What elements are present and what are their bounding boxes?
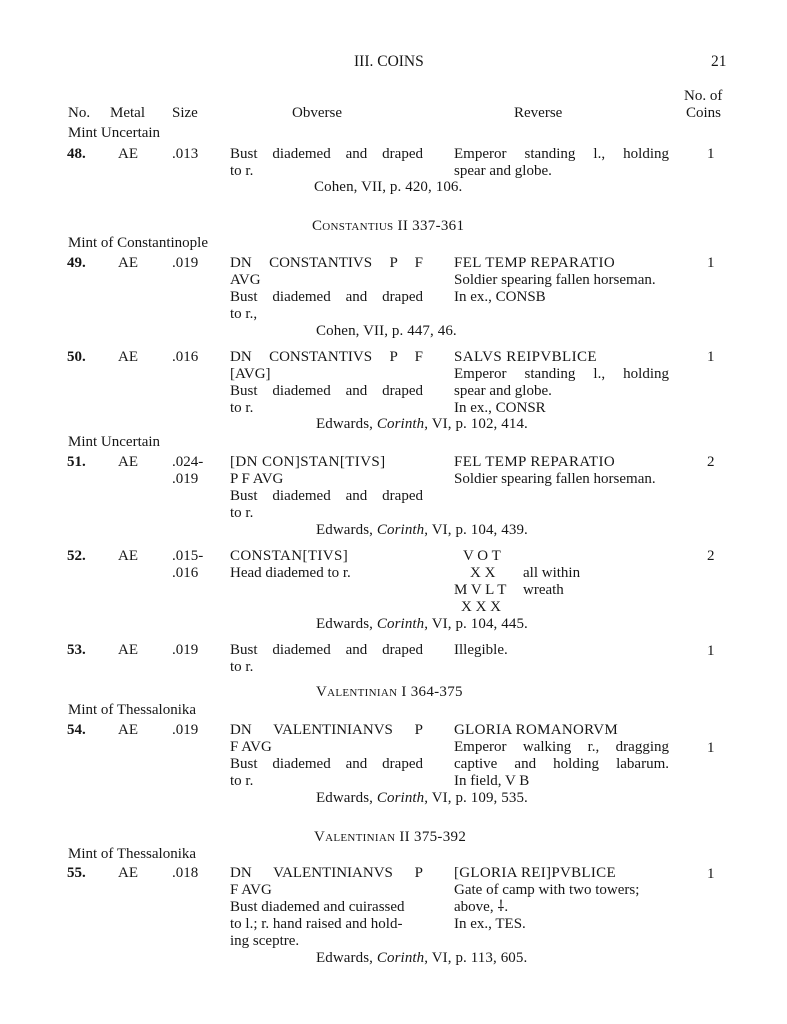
obverse-line: Bust diademed and draped: [230, 756, 423, 772]
reverse-line: captive and holding labarum.: [454, 756, 669, 772]
obverse-line: F AVG: [230, 882, 272, 898]
obverse-line: Bust diademed and draped: [230, 289, 423, 305]
reverse-wreath-line: M V L T: [454, 582, 507, 598]
entry-size: .024-: [172, 454, 204, 470]
reverse-wreath-line: X X X: [461, 599, 501, 615]
coin-count: 1: [707, 866, 715, 882]
entry-size: .019: [172, 642, 199, 658]
ref-author: Edwards,: [316, 522, 374, 538]
reference: Cohen, VII, p. 420, 106.: [314, 179, 463, 195]
col-header-size: Size: [172, 105, 198, 121]
reverse-line: In ex., TES.: [454, 916, 526, 932]
reverse-line: Illegible.: [454, 642, 508, 658]
entry-metal: AE: [118, 548, 138, 564]
obverse-line: [AVG]: [230, 366, 271, 382]
reference: [316, 522, 528, 539]
reverse-wreath-line: X X: [470, 565, 496, 581]
entry-size: .018: [172, 865, 199, 881]
col-header-metal: Metal: [110, 105, 145, 121]
entry-metal: AE: [118, 255, 138, 271]
obverse-line: DN CONSTANTIVS P F: [230, 349, 423, 365]
entry-metal: AE: [118, 722, 138, 738]
entry-metal: AE: [118, 642, 138, 658]
obverse-line: Bust diademed and draped: [230, 488, 423, 504]
entry-number: 52.: [67, 548, 86, 564]
obverse-line: F AVG: [230, 739, 272, 755]
reference: Cohen, VII, p. 447, 46.: [316, 323, 457, 339]
reverse-line: Gate of camp with two towers;: [454, 882, 640, 898]
entry-number: 55.: [67, 865, 86, 881]
reverse-line: spear and globe.: [454, 383, 552, 399]
obverse-line: P F AVG: [230, 471, 284, 487]
ref-author: Edwards,: [316, 950, 374, 966]
reference: [316, 616, 528, 633]
ref-detail: , VI, p. 109, 535.: [424, 790, 528, 806]
entry-number: 49.: [67, 255, 86, 271]
mint-heading: Mint Uncertain: [68, 434, 161, 450]
entry-number: 51.: [67, 454, 86, 470]
ref-title: Corinth: [376, 416, 425, 432]
section-title: III. COINS: [354, 53, 424, 70]
ref-detail: , VI, p. 113, 605.: [424, 950, 528, 966]
ref-detail: , VI, p. 104, 445.: [424, 616, 528, 632]
ref-detail: , VI, p. 104, 439.: [424, 522, 528, 538]
entry-size: .016: [172, 349, 199, 365]
obverse-line: to r.: [230, 773, 254, 789]
obverse-line: to r.: [230, 400, 254, 416]
entry-metal: AE: [118, 146, 138, 162]
mint-heading: Mint of Constantinople: [68, 235, 208, 251]
col-header-obverse: Obverse: [292, 105, 342, 121]
obverse-line: to r.: [230, 659, 254, 675]
reverse-legend: GLORIA ROMANORVM: [454, 722, 619, 738]
entry-number: 53.: [67, 642, 86, 658]
ruler-heading: Valentinian I 364-375: [316, 684, 463, 700]
reverse-line: above, ⸸.: [454, 899, 509, 915]
reference: [316, 416, 528, 433]
entry-size: .019: [172, 471, 199, 487]
reference: [316, 950, 527, 967]
entry-size: .019: [172, 255, 199, 271]
mint-heading: Mint Uncertain: [68, 125, 161, 141]
obverse-line: ing sceptre.: [230, 933, 300, 949]
coin-count: 1: [707, 740, 715, 756]
entry-metal: AE: [118, 865, 138, 881]
reverse-legend: [GLORIA REI]PVBLICE: [454, 865, 616, 881]
reverse-wreath-line: V O T: [463, 548, 501, 564]
reverse-line: In field, V B: [454, 773, 530, 789]
entry-number: 54.: [67, 722, 86, 738]
entry-number: 50.: [67, 349, 86, 365]
obverse-line: to r.: [230, 163, 254, 179]
entry-size: .019: [172, 722, 199, 738]
mint-heading: Mint of Thessalonika: [68, 846, 197, 862]
col-header-coins-line1: No. of: [684, 88, 723, 104]
page-number: 21: [711, 53, 727, 70]
coin-count: 1: [707, 146, 715, 162]
reverse-legend: SALVS REIPVBLICE: [454, 349, 597, 365]
reverse-note: wreath: [523, 582, 564, 598]
obverse-line: DN CONSTANTIVS P F: [230, 255, 423, 271]
entry-metal: AE: [118, 349, 138, 365]
coin-count: 2: [707, 548, 715, 564]
ref-author: Edwards,: [316, 790, 374, 806]
obverse-line: to l.; r. hand raised and hold-: [230, 916, 403, 932]
entry-metal: AE: [118, 454, 138, 470]
entry-size: .016: [172, 565, 199, 581]
obverse-line: to r.: [230, 505, 254, 521]
entry-number: 48.: [67, 146, 86, 162]
ref-title: Corinth: [376, 522, 425, 538]
reverse-line: In ex., CONSR: [454, 400, 546, 416]
ref-title: Corinth: [376, 790, 425, 806]
col-header-coins-line2: Coins: [686, 105, 722, 121]
reverse-line: spear and globe.: [454, 163, 552, 179]
obverse-line: Bust diademed and draped: [230, 383, 423, 399]
reverse-line: Soldier spearing fallen horseman.: [454, 471, 656, 487]
reference: [316, 790, 528, 807]
obverse-legend: [DN CON]STAN[TIVS]: [230, 454, 386, 470]
reverse-note: all within: [523, 565, 581, 581]
mint-heading: Mint of Thessalonika: [68, 702, 197, 718]
ref-title: Corinth: [376, 616, 425, 632]
ref-title: Corinth: [376, 950, 425, 966]
ruler-heading: Valentinian II 375-392: [314, 829, 467, 845]
reverse-line: In ex., CONSB: [454, 289, 546, 305]
reverse-legend: FEL TEMP REPARATIO: [454, 454, 616, 470]
obverse-line: to r.,: [230, 306, 258, 322]
obverse-line: Bust diademed and draped: [230, 642, 423, 658]
entry-size: .013: [172, 146, 199, 162]
reverse-line: Emperor standing l., holding: [454, 146, 669, 162]
obverse-line: Bust diademed and cuirassed: [230, 899, 405, 915]
obverse-line: Bust diademed and draped: [230, 146, 423, 162]
reverse-legend: FEL TEMP REPARATIO: [454, 255, 616, 271]
ref-detail: , VI, p. 102, 414.: [424, 416, 528, 432]
ref-author: Edwards,: [316, 416, 374, 432]
col-header-reverse: Reverse: [514, 105, 563, 121]
obverse-line: DN VALENTINIANVS P: [230, 865, 423, 881]
ruler-heading: Constantius II 337-361: [312, 218, 465, 234]
coin-count: 1: [707, 349, 715, 365]
reverse-line: Emperor standing l., holding: [454, 366, 669, 382]
obverse-line: Head diademed to r.: [230, 565, 351, 581]
coin-count: 1: [707, 255, 715, 271]
coin-count: 2: [707, 454, 715, 470]
obverse-line: DN VALENTINIANVS P: [230, 722, 423, 738]
ref-author: Edwards,: [316, 616, 374, 632]
col-header-no: No.: [68, 105, 91, 121]
obverse-legend: CONSTAN[TIVS]: [230, 548, 349, 564]
reverse-line: Emperor walking r., dragging: [454, 739, 669, 755]
obverse-line: AVG: [230, 272, 261, 288]
coin-count: 1: [707, 643, 715, 659]
entry-size: .015-: [172, 548, 204, 564]
reverse-line: Soldier spearing fallen horseman.: [454, 272, 656, 288]
